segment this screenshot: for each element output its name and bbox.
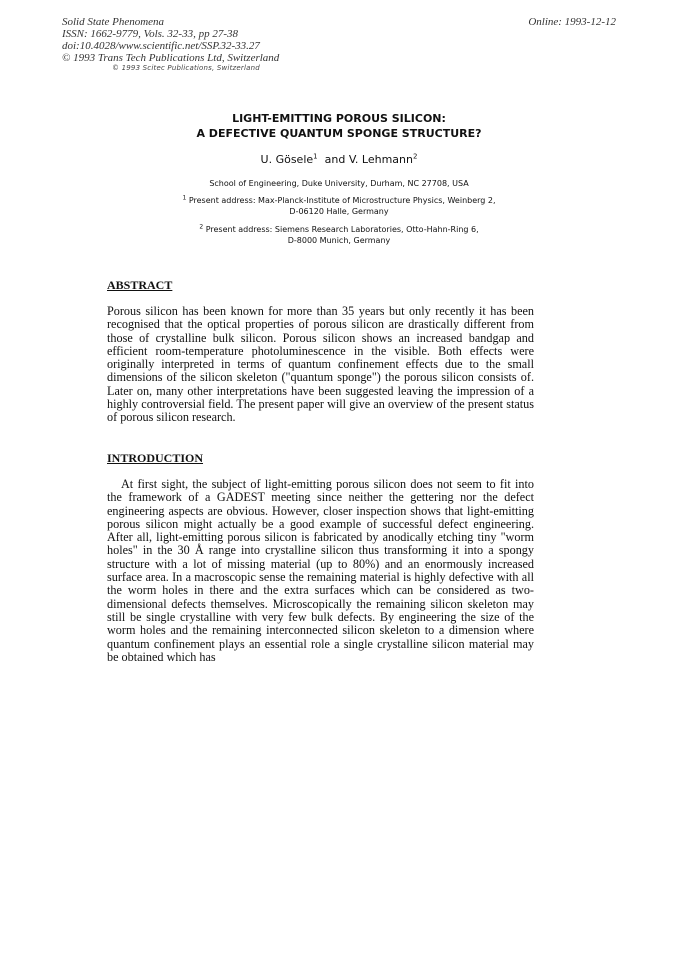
affiliation-main: School of Engineering, Duke University, Durham, NC 27708, USA: [209, 179, 469, 188]
author-1-mark: 1: [313, 152, 318, 161]
online-date: Online: 1993-12-12: [528, 16, 616, 28]
author-2: and V. Lehmann: [324, 153, 413, 166]
introduction-text: At first sight, the subject of light-emitting porous silicon does not seem to fit into the framework of a GADEST meeting since neither the gettering nor the defect engineering aspects are obvious. However, closer inspection shows that light-emitting porous silicon might actually be a good example of successful defect engineering. After all, light-emitting porous silicon is fabricated by anodically etching tiny "worm holes" in the 30 Å range into crystalline silicon thus transforming it into a spongy structure with a lot of missing material (up to 80%) and an enormously increased surface area. In a macroscopic sense the remaining material is highly defective with all the worm holes in there and the extra surfaces which can be considered as two-dimensional defects themselves. Microscopically the remaining silicon skeleton may still be single crystalline with very few bulk defects. By engineering the size of the worm holes and the remaining interconnected silicon skeleton to a dimension where quantum confinement plays an essential role a single crystalline silicon material may be obtained which has: [107, 477, 534, 664]
present-1-line-1: Present address: Max-Planck-Institute of Microstructure Physics, Weinberg 2,: [188, 196, 496, 205]
present-1-mark: 1: [182, 194, 187, 202]
copyright-line: © 1993 Trans Tech Publications Ltd, Switzerland: [62, 52, 280, 64]
author-1: U. Gösele: [260, 153, 314, 166]
present-2-line-1: Present address: Siemens Research Laboratories, Otto-Hahn-Ring 6,: [205, 225, 479, 234]
publication-header: [62, 16, 279, 64]
doi-line[interactable]: doi:10.4028/www.scientific.net/SSP.32-33.27: [62, 40, 260, 52]
author-list: [0, 153, 678, 167]
author-2-mark: 2: [413, 152, 418, 161]
issn-line: ISSN: 1662-9779, Vols. 32-33, pp 27-38: [62, 28, 238, 40]
introduction-heading: INTRODUCTION: [107, 451, 204, 465]
abstract-text: Porous silicon has been known for more than 35 years but only recently it has been recognised that the optical properties of porous silicon are drastically different from those of crystalline bulk silicon. Porous silicon shows an increased bandgap and efficient room-temperature photoluminescence in the visible. Both effects were originally interpreted in terms of quantum confinement effects due to the small dimensions of the silicon skeleton ("quantum sponge") the porous silicon consists of. Later on, many other interpretations have been suggested leaving the impression of a highly controversial field. The present paper will give an overview of the present status of porous silicon research.: [107, 304, 534, 425]
abstract-heading: ABSTRACT: [107, 278, 173, 292]
title-line-2: A DEFECTIVE QUANTUM SPONGE STRUCTURE?: [196, 127, 482, 140]
affiliation-present-2: [0, 224, 678, 246]
present-1-line-2: D-06120 Halle, Germany: [289, 207, 389, 216]
present-2-line-2: D-8000 Munich, Germany: [287, 236, 391, 245]
title-line-1: LIGHT-EMITTING POROUS SILICON:: [232, 112, 446, 125]
paper-title: [0, 111, 678, 141]
affiliation-present-1: [0, 195, 678, 217]
faint-copyright: © 1993 Scitec Publications, Switzerland: [112, 64, 260, 72]
journal-name: Solid State Phenomena: [62, 16, 165, 28]
present-2-mark: 2: [199, 223, 204, 231]
